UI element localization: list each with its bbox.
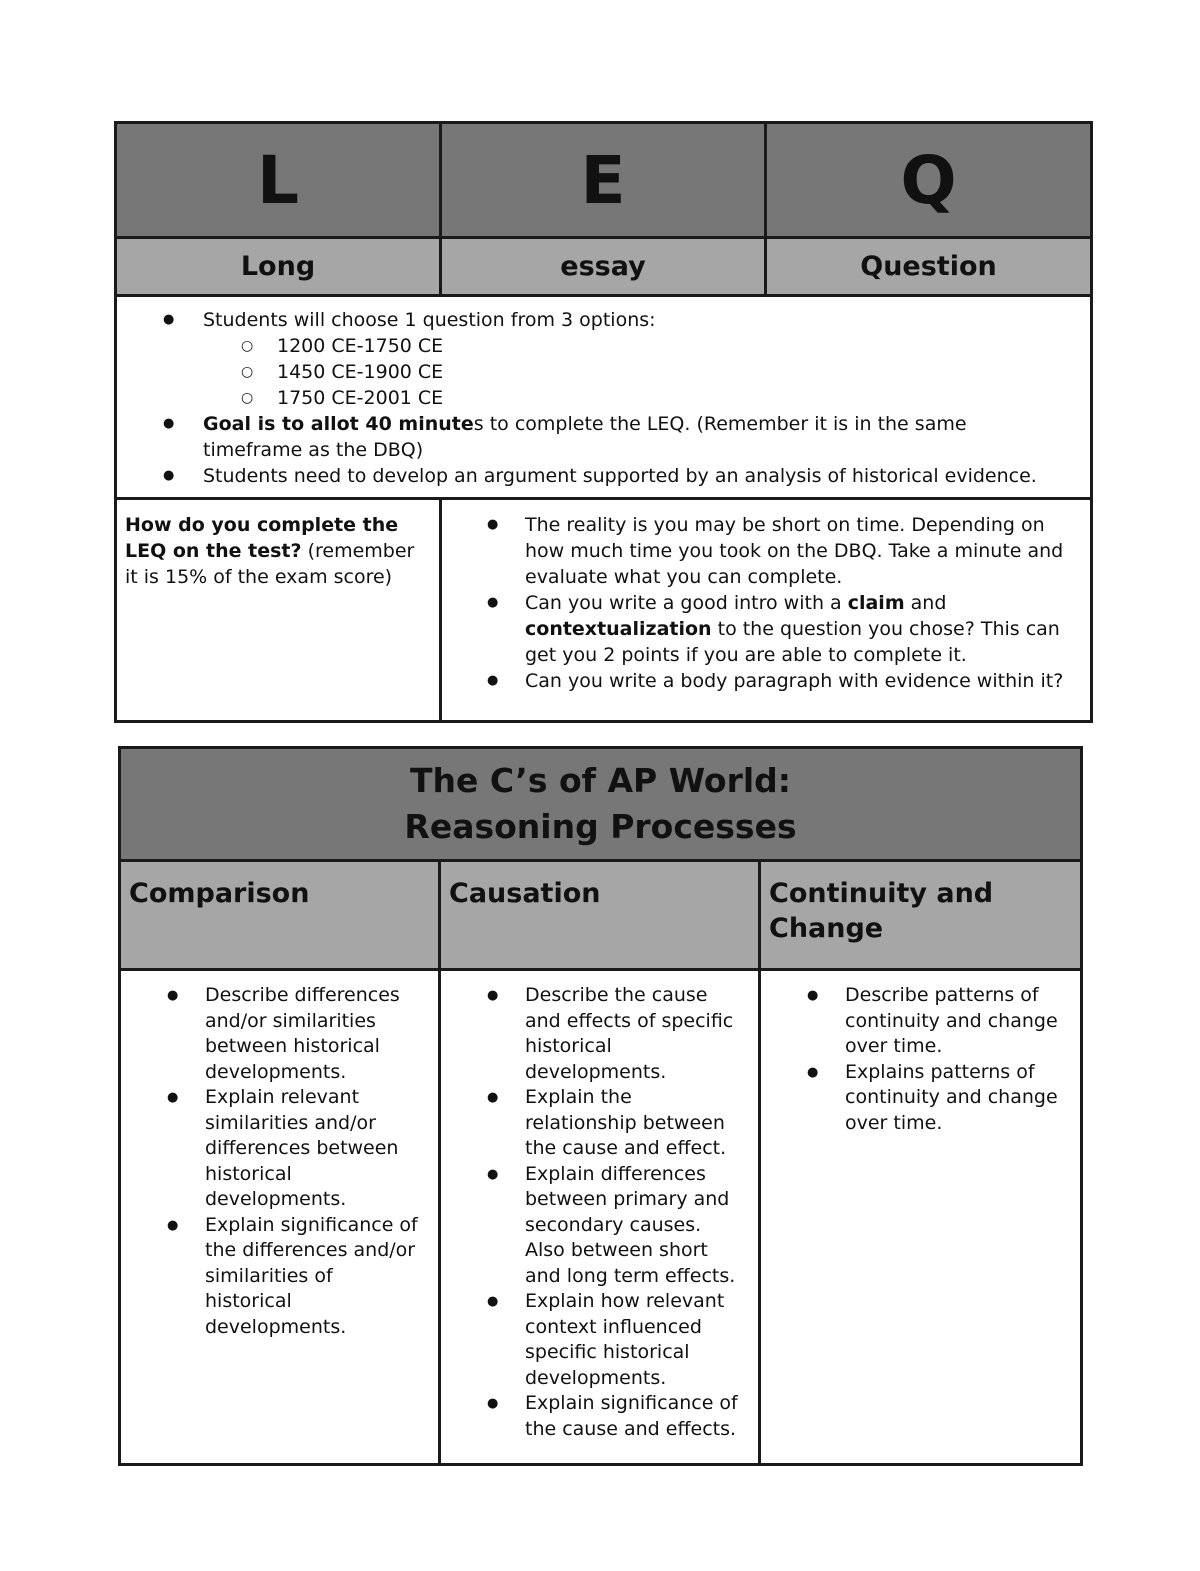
how-answer-cell (441, 499, 1092, 722)
list-item (163, 307, 1070, 411)
choose-text: Students will choose 1 question from 3 options: (203, 309, 656, 331)
letter-l: L (116, 123, 441, 238)
option-item: ○ 1450 CE-1900 CE (203, 359, 1070, 385)
list-item (487, 590, 1072, 668)
intro-text: and (904, 592, 947, 614)
list-item: ● Explain significance of the differences and/or similarities of historical developments. (167, 1213, 424, 1341)
reasoning-title (120, 748, 1082, 861)
letter-row (116, 123, 1092, 238)
comparison-cell (120, 970, 440, 1465)
info-cell (116, 296, 1092, 499)
list-item: ● Explain differences between primary and secondary causes. Also between short and long term effects. (487, 1162, 744, 1290)
list-item: ● Explain how relevant context influenced specific historical developments. (487, 1289, 744, 1391)
letter-q: Q (766, 123, 1092, 238)
word-long: Long (116, 238, 441, 296)
intro-text: Can you write a good intro with a (525, 592, 848, 614)
option-item: ○ 1200 CE-1750 CE (203, 333, 1070, 359)
causation-list (487, 983, 744, 1442)
how-list (487, 512, 1072, 694)
list-item (163, 411, 1070, 463)
list-item: ● Explain relevant similarities and/or differences between historical developments. (167, 1085, 424, 1213)
list-item: ● Explain significance of the cause and effects. (487, 1391, 744, 1442)
heading-causation: Causation (440, 861, 760, 970)
continuity-list (807, 983, 1066, 1136)
continuity-cell (760, 970, 1082, 1465)
letter-e: E (441, 123, 766, 238)
how-row (116, 499, 1092, 722)
list-item: ● Describe differences and/or similarities between historical developments. (167, 983, 424, 1085)
reasoning-table (118, 746, 1083, 1466)
body-row (120, 970, 1082, 1465)
list-item: ● Can you write a body paragraph with evidence within it? (487, 668, 1072, 694)
causation-cell (440, 970, 760, 1465)
title-row (120, 748, 1082, 861)
title-line-1: The C’s of AP World: (410, 761, 791, 800)
list-item: ● Explains patterns of continuity and change over time. (807, 1060, 1066, 1137)
list-item: ● The reality is you may be short on time. Depending on how much time you took on the DBQ. Take a minute and evaluate what you can complete. (487, 512, 1072, 590)
option-item: ○ 1750 CE-2001 CE (203, 385, 1070, 411)
list-item: ● Describe patterns of continuity and change over time. (807, 983, 1066, 1060)
how-question-rest: (remember it is 15% of the exam score) (125, 540, 415, 588)
options-list (203, 333, 1070, 411)
word-question: Question (766, 238, 1092, 296)
contextualization-bold: contextualization (525, 618, 712, 640)
intro-text: to the question you chose? This can get you 2 points if you are able to complete it. (525, 618, 1060, 666)
list-item: ● Describe the cause and effects of specific historical developments. (487, 983, 744, 1085)
list-item: ● Explain the relationship between the cause and effect. (487, 1085, 744, 1162)
info-row (116, 296, 1092, 499)
word-essay: essay (441, 238, 766, 296)
how-question-cell (116, 499, 441, 722)
heading-continuity: Continuity and Change (760, 861, 1082, 970)
goal-rest: s to complete the LEQ. (Remember it is in the same timeframe as the DBQ) (203, 413, 967, 461)
heading-comparison: Comparison (120, 861, 440, 970)
title-line-2: Reasoning Processes (404, 807, 797, 846)
heading-row (120, 861, 1082, 970)
leq-table (114, 121, 1093, 723)
claim-bold: claim (847, 592, 905, 614)
info-list (163, 307, 1070, 489)
how-question-bold: How do you complete the LEQ on the test? (125, 514, 399, 562)
word-row (116, 238, 1092, 296)
goal-bold: Goal is to allot 40 minute (203, 413, 474, 435)
comparison-list (167, 983, 424, 1340)
list-item: ● Students need to develop an argument supported by an analysis of historical evidence. (163, 463, 1070, 489)
